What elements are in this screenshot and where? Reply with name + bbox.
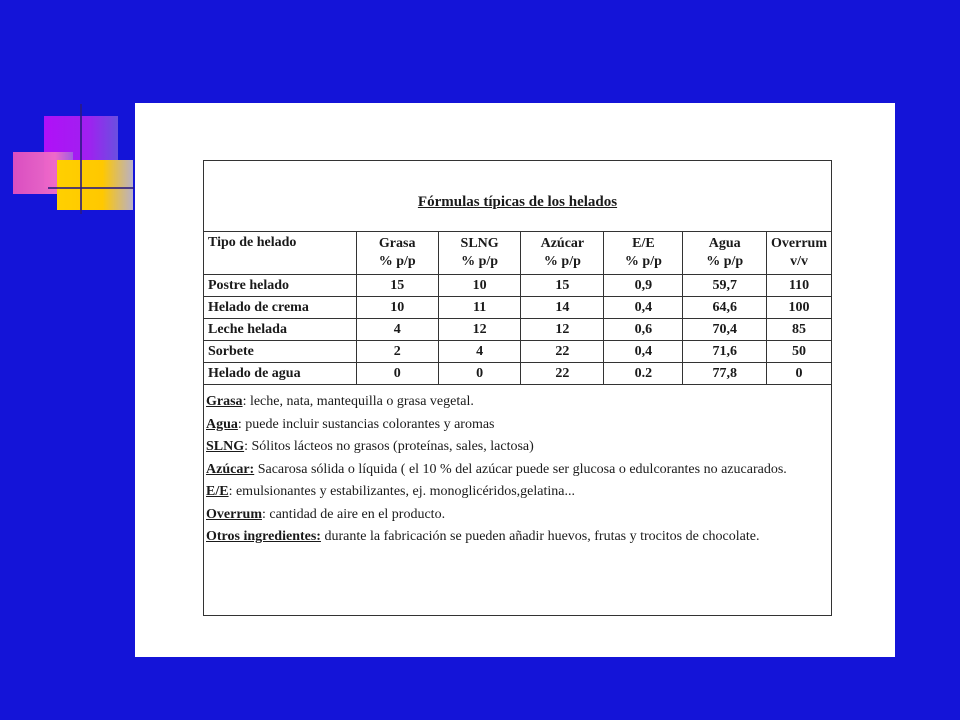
table-row xyxy=(204,341,831,363)
document-title: Fórmulas típicas de los helados xyxy=(417,193,618,210)
scanned-document xyxy=(135,103,895,657)
decorative-vertical-line xyxy=(80,104,82,214)
header-slng: SLNG % p/p xyxy=(438,232,520,275)
table-cell: 0 xyxy=(767,363,831,385)
note-item: SLNG: Sólitos lácteos no grasos (proteínas, sales, lactosa) xyxy=(206,439,534,454)
header-grasa: Grasa % p/p xyxy=(356,232,438,275)
table-cell: Leche helada xyxy=(204,319,356,341)
table-cell: 50 xyxy=(767,341,831,363)
table-cell: Helado de crema xyxy=(204,297,356,319)
formulas-table xyxy=(204,232,831,385)
table-cell: 10 xyxy=(438,275,520,297)
table-cell: 0,4 xyxy=(604,297,683,319)
table-cell: 14 xyxy=(521,297,604,319)
document-frame xyxy=(203,160,832,616)
table-row xyxy=(204,297,831,319)
table-cell: 10 xyxy=(356,297,438,319)
table-cell: 110 xyxy=(767,275,831,297)
table-cell: 12 xyxy=(521,319,604,341)
decorative-yellow-square xyxy=(57,160,133,210)
table-cell: 22 xyxy=(521,341,604,363)
table-cell: 2 xyxy=(356,341,438,363)
note-item: E/E: emulsionantes y estabilizantes, ej. monoglicéridos,gelatina... xyxy=(206,484,575,499)
table-cell: 15 xyxy=(521,275,604,297)
table-cell: 0 xyxy=(356,363,438,385)
header-ee: E/E % p/p xyxy=(604,232,683,275)
note-item: Otros ingredientes: durante la fabricación se pueden añadir huevos, frutas y trocitos de chocolate. xyxy=(206,529,760,544)
table-cell: 85 xyxy=(767,319,831,341)
table-cell: 4 xyxy=(438,341,520,363)
notes-section xyxy=(204,385,831,549)
table-cell: 0 xyxy=(438,363,520,385)
table-cell: 22 xyxy=(521,363,604,385)
table-cell: 64,6 xyxy=(683,297,767,319)
table-cell: 0,6 xyxy=(604,319,683,341)
note-item: Grasa: leche, nata, mantequilla o grasa vegetal. xyxy=(206,394,474,409)
header-azucar: Azúcar % p/p xyxy=(521,232,604,275)
header-overrum: Overrum v/v xyxy=(767,232,831,275)
header-tipo: Tipo de helado xyxy=(204,232,356,275)
table-cell: 70,4 xyxy=(683,319,767,341)
table-cell: 100 xyxy=(767,297,831,319)
table-cell: 4 xyxy=(356,319,438,341)
table-row xyxy=(204,363,831,385)
title-row xyxy=(204,161,831,232)
note-item: Overrum: cantidad de aire en el producto. xyxy=(206,506,446,522)
decorative-horizontal-line xyxy=(48,187,134,189)
header-agua: Agua % p/p xyxy=(683,232,767,275)
table-cell: 0,4 xyxy=(604,341,683,363)
table-cell: 59,7 xyxy=(683,275,767,297)
table-cell: 0,9 xyxy=(604,275,683,297)
table-cell: Postre helado xyxy=(204,275,356,297)
table-cell: Sorbete xyxy=(204,341,356,363)
table-cell: 71,6 xyxy=(683,341,767,363)
table-cell: 11 xyxy=(438,297,520,319)
note-item: Azúcar: Sacarosa sólida o líquida ( el 10 % del azúcar puede ser glucosa o edulcorantes no azucarados. xyxy=(206,461,787,477)
table-cell: 77,8 xyxy=(683,363,767,385)
table-row xyxy=(204,275,831,297)
table-cell: 15 xyxy=(356,275,438,297)
table-row xyxy=(204,319,831,341)
table-cell: 0.2 xyxy=(604,363,683,385)
table-cell: Helado de agua xyxy=(204,363,356,385)
note-item: Agua: puede incluir sustancias colorantes y aromas xyxy=(206,416,495,432)
table-cell: 12 xyxy=(438,319,520,341)
table-header-row xyxy=(204,232,831,275)
